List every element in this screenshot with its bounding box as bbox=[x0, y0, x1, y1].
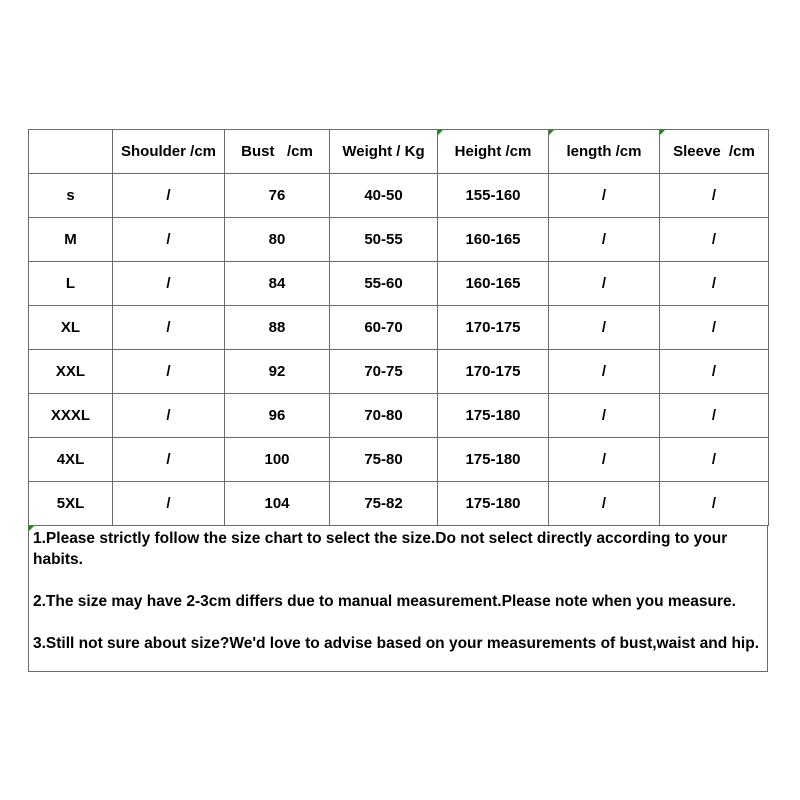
header-sleeve: Sleeve /cm bbox=[660, 130, 769, 174]
length-cell: / bbox=[549, 350, 660, 394]
bust-cell: 100 bbox=[225, 438, 330, 482]
size-cell: s bbox=[29, 174, 113, 218]
table-row bbox=[29, 394, 769, 438]
table-row bbox=[29, 262, 769, 306]
sleeve-cell: / bbox=[660, 482, 769, 526]
shoulder-cell: / bbox=[113, 174, 225, 218]
comment-marker-icon bbox=[29, 526, 34, 531]
length-cell: / bbox=[549, 482, 660, 526]
header-row bbox=[29, 130, 769, 174]
weight-cell: 70-80 bbox=[330, 394, 438, 438]
header-bust: Bust /cm bbox=[225, 130, 330, 174]
table-row bbox=[29, 218, 769, 262]
header-height: Height /cm bbox=[438, 130, 549, 174]
height-cell: 175-180 bbox=[438, 482, 549, 526]
length-cell: / bbox=[549, 262, 660, 306]
height-cell: 170-175 bbox=[438, 306, 549, 350]
shoulder-cell: / bbox=[113, 482, 225, 526]
note-item: 3.Still not sure about size?We'd love to advise based on your measurements of bust,waist and hip. bbox=[33, 635, 760, 652]
size-notes bbox=[28, 526, 768, 672]
length-cell: / bbox=[549, 306, 660, 350]
length-cell: / bbox=[549, 394, 660, 438]
bust-cell: 104 bbox=[225, 482, 330, 526]
shoulder-cell: / bbox=[113, 350, 225, 394]
shoulder-cell: / bbox=[113, 394, 225, 438]
sleeve-cell: / bbox=[660, 438, 769, 482]
shoulder-cell: / bbox=[113, 218, 225, 262]
comment-marker-icon bbox=[660, 130, 665, 135]
weight-cell: 75-80 bbox=[330, 438, 438, 482]
weight-cell: 60-70 bbox=[330, 306, 438, 350]
height-cell: 175-180 bbox=[438, 438, 549, 482]
weight-cell: 40-50 bbox=[330, 174, 438, 218]
bust-cell: 76 bbox=[225, 174, 330, 218]
shoulder-cell: / bbox=[113, 262, 225, 306]
table-row bbox=[29, 174, 769, 218]
table-row bbox=[29, 350, 769, 394]
bust-cell: 80 bbox=[225, 218, 330, 262]
header-length: length /cm bbox=[549, 130, 660, 174]
sleeve-cell: / bbox=[660, 262, 769, 306]
length-cell: / bbox=[549, 174, 660, 218]
size-cell: 5XL bbox=[29, 482, 113, 526]
sleeve-cell: / bbox=[660, 174, 769, 218]
table-row bbox=[29, 438, 769, 482]
weight-cell: 75-82 bbox=[330, 482, 438, 526]
comment-marker-icon bbox=[438, 130, 443, 135]
note-item: 1.Please strictly follow the size chart to select the size.Do not select directly according to your habits. bbox=[33, 530, 728, 568]
sleeve-cell: / bbox=[660, 218, 769, 262]
bust-cell: 92 bbox=[225, 350, 330, 394]
length-cell: / bbox=[549, 438, 660, 482]
sleeve-cell: / bbox=[660, 306, 769, 350]
sleeve-cell: / bbox=[660, 394, 769, 438]
size-table bbox=[28, 129, 769, 526]
size-cell: XXL bbox=[29, 350, 113, 394]
header-shoulder: Shoulder /cm bbox=[113, 130, 225, 174]
length-cell: / bbox=[549, 218, 660, 262]
height-cell: 155-160 bbox=[438, 174, 549, 218]
bust-cell: 96 bbox=[225, 394, 330, 438]
height-cell: 160-165 bbox=[438, 218, 549, 262]
height-cell: 175-180 bbox=[438, 394, 549, 438]
weight-cell: 50-55 bbox=[330, 218, 438, 262]
weight-cell: 70-75 bbox=[330, 350, 438, 394]
size-cell: L bbox=[29, 262, 113, 306]
comment-marker-icon bbox=[549, 130, 554, 135]
header-weight: Weight / Kg bbox=[330, 130, 438, 174]
shoulder-cell: / bbox=[113, 306, 225, 350]
table-row bbox=[29, 482, 769, 526]
bust-cell: 88 bbox=[225, 306, 330, 350]
size-cell: 4XL bbox=[29, 438, 113, 482]
header-size bbox=[29, 130, 113, 174]
size-chart-sheet bbox=[28, 129, 768, 672]
sleeve-cell: / bbox=[660, 350, 769, 394]
height-cell: 160-165 bbox=[438, 262, 549, 306]
size-cell: XXXL bbox=[29, 394, 113, 438]
size-cell: M bbox=[29, 218, 113, 262]
weight-cell: 55-60 bbox=[330, 262, 438, 306]
height-cell: 170-175 bbox=[438, 350, 549, 394]
shoulder-cell: / bbox=[113, 438, 225, 482]
table-row bbox=[29, 306, 769, 350]
note-item: 2.The size may have 2-3cm differs due to manual measurement.Please note when you measure. bbox=[33, 593, 736, 610]
bust-cell: 84 bbox=[225, 262, 330, 306]
size-cell: XL bbox=[29, 306, 113, 350]
